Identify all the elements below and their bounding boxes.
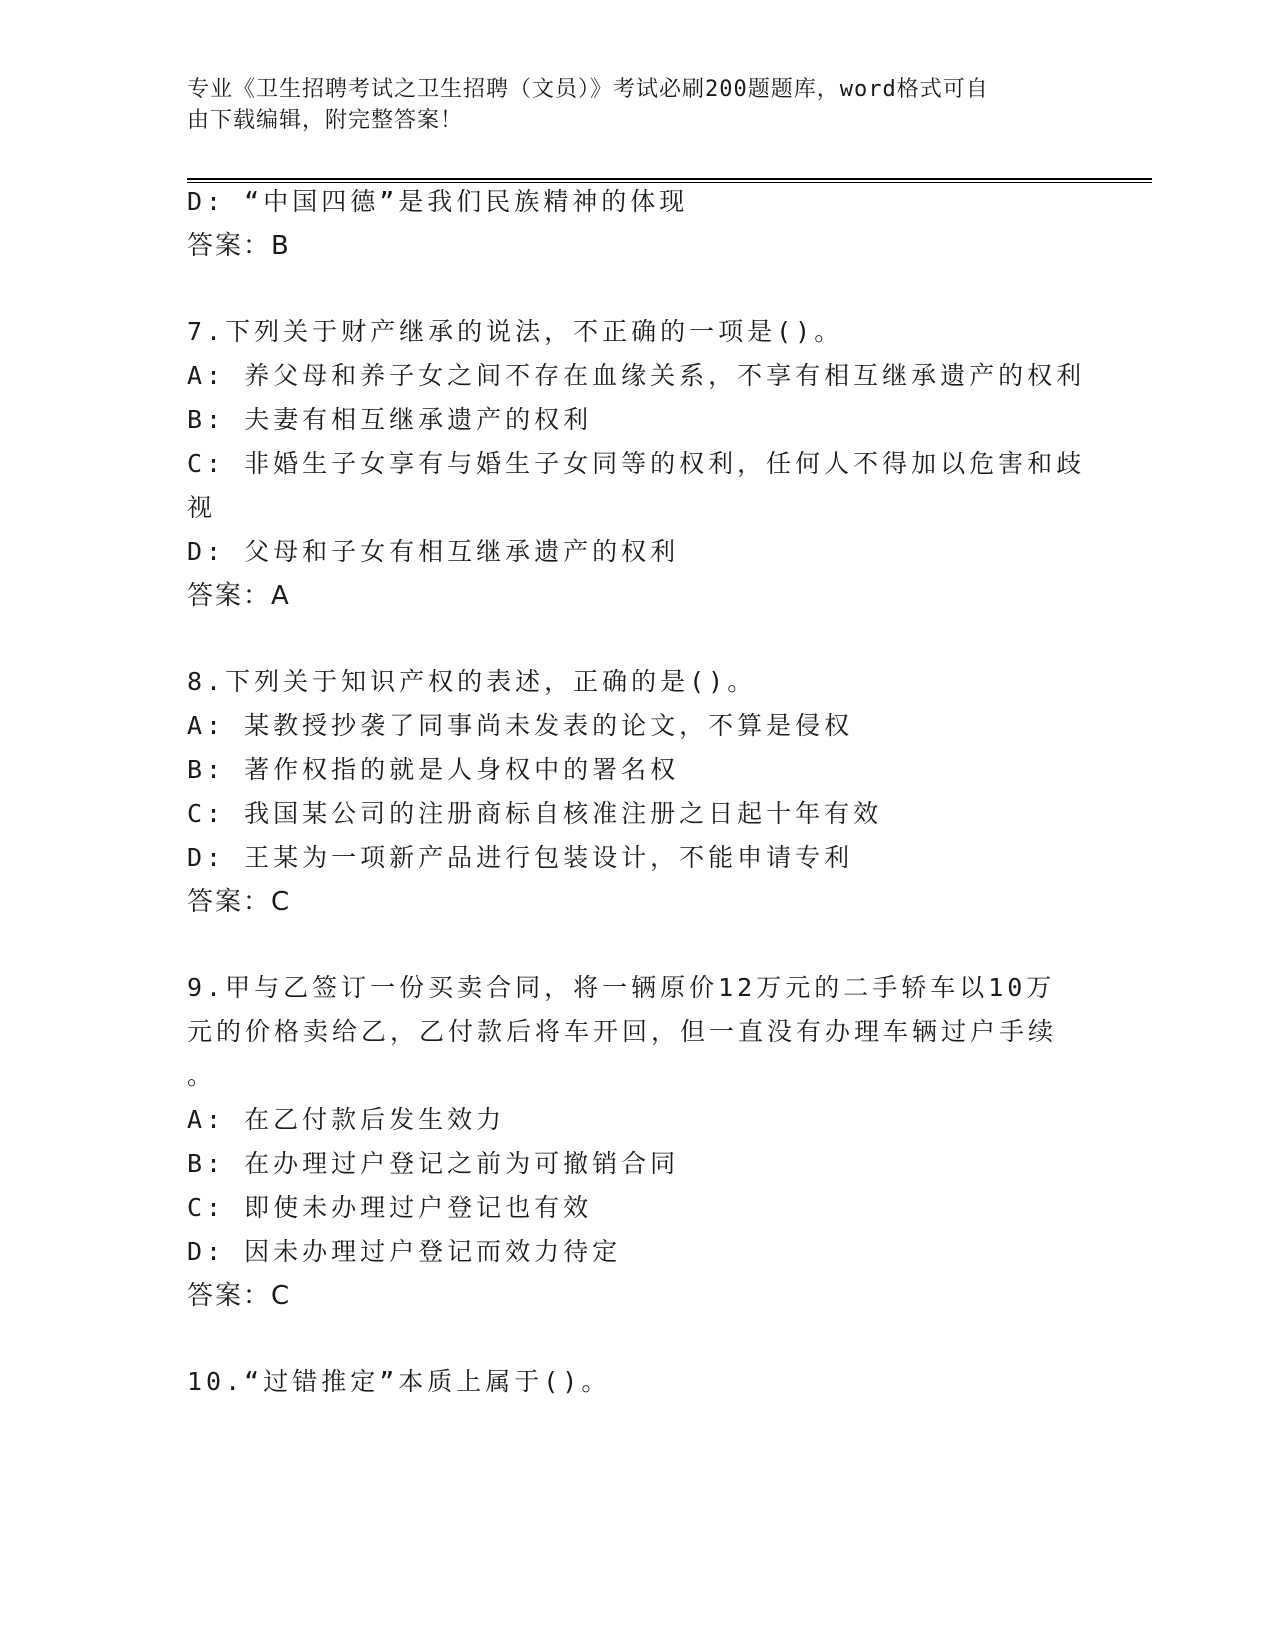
q7-option-d: D: 父母和子女有相互继承遗产的权利 [187,537,680,566]
q8-answer: 答案：C [187,887,292,917]
q9-option-b: B: 在办理过户登记之前为可撤销合同 [187,1149,680,1178]
q6-option-d: D: “中国四德”是我们民族精神的体现 [187,187,689,216]
q9-stem-line-2: 元的价格卖给乙，乙付款后将车开回，但一直没有办理车辆过户手续 [187,1017,1058,1046]
q7-option-b: B: 夫妻有相互继承遗产的权利 [187,405,593,434]
q7-answer: 答案：A [187,581,291,611]
q7-option-c-line-1: C: 非婚生子女享有与婚生子女同等的权利，任何人不得加以危害和歧 [187,449,1086,478]
q8-stem: 8.下列关于知识产权的表述，正确的是()。 [187,667,757,696]
q9-option-c: C: 即使未办理过户登记也有效 [187,1193,593,1222]
header-line-1: 专业《卫生招聘考试之卫生招聘（文员）》考试必刷200题题库，word格式可自 [187,77,989,102]
q8-option-b: B: 著作权指的就是人身权中的署名权 [187,755,680,784]
header-line-2: 由下载编辑，附完整答案！ [187,108,464,133]
document-header [187,74,1067,136]
header-divider-thick [187,178,1152,180]
q6-answer: 答案：B [187,231,291,261]
q7-option-c-line-2: 视 [187,493,217,522]
q9-option-a: A: 在乙付款后发生效力 [187,1105,506,1134]
q9-stem-line-3: 。 [187,1061,217,1090]
q8-option-c: C: 我国某公司的注册商标自核准注册之日起十年有效 [187,799,883,828]
q8-option-d: D: 王某为一项新产品进行包装设计，不能申请专利 [187,843,854,872]
q10-stem: 10.“过错推定”本质上属于()。 [187,1367,611,1396]
q9-stem-line-1: 9.甲与乙签订一份买卖合同，将一辆原价12万元的二手轿车以10万 [187,973,1056,1002]
q9-answer: 答案：C [187,1281,292,1311]
q8-option-a: A: 某教授抄袭了同事尚未发表的论文，不算是侵权 [187,711,854,740]
q9-option-d: D: 因未办理过户登记而效力待定 [187,1237,622,1266]
q7-option-a: A: 养父母和养子女之间不存在血缘关系，不享有相互继承遗产的权利 [187,361,1086,390]
q7-stem: 7.下列关于财产继承的说法，不正确的一项是()。 [187,317,844,346]
header-divider-thin [187,182,1152,183]
